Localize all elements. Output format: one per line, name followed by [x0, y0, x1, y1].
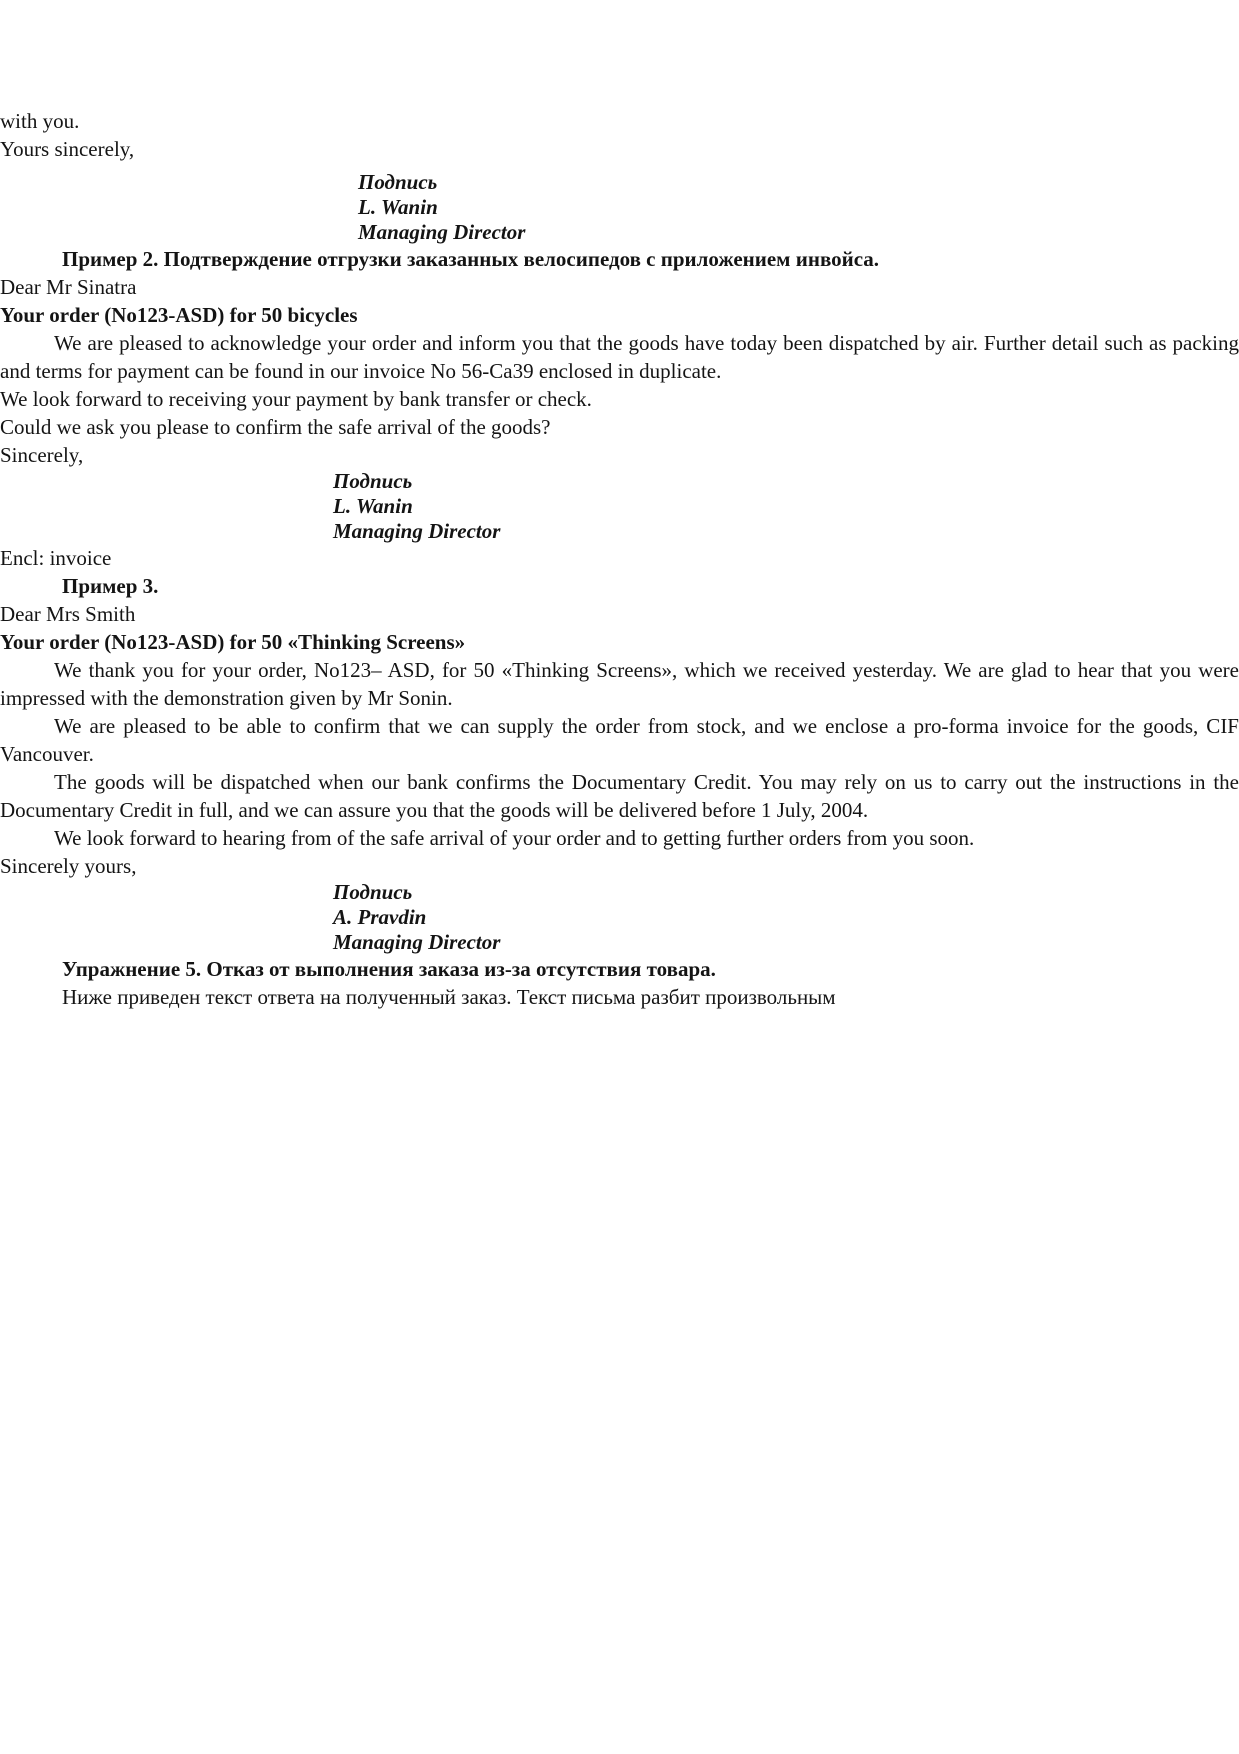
- example2-paragraph-2: We look forward to receiving your payment by bank transfer or check.: [0, 387, 592, 411]
- example2-closing: Sincerely,: [0, 443, 84, 467]
- signature-title: Managing Director: [333, 519, 501, 543]
- example2-signature-block: [333, 469, 1239, 544]
- example3-paragraph-3: The goods will be dispatched when our bank confirms the Documentary Credit. You may rely on us to carry out the instructions in the Documentary Credit in full, and we can assure you that the goods will be delivered before 1 July, 2004.: [0, 770, 1239, 822]
- signature-name-label: Подпись: [358, 170, 438, 194]
- signature-name-label: Подпись: [333, 880, 413, 904]
- example2-salutation: Dear Mr Sinatra: [0, 275, 137, 299]
- exercise5-heading: Упражнение 5. Отказ от выполнения заказа из-за отсутствия товара.: [62, 957, 716, 981]
- example2-paragraph-1: We are pleased to acknowledge your order and inform you that the goods have today been dispatched by air. Further detail such as packing and terms for payment can be found in our invoice No 56-Ca39 enclosed in duplicate.: [0, 331, 1239, 383]
- example3-paragraph-2: We are pleased to be able to confirm that we can supply the order from stock, and we enclose a pro-forma invoice for the goods, CIF Vancouver.: [0, 714, 1239, 766]
- example3-salutation: Dear Mrs Smith: [0, 602, 136, 626]
- signature-person: L. Wanin: [333, 494, 413, 518]
- letter1-tail-line: with you.: [0, 109, 80, 133]
- signature-name-label: Подпись: [333, 469, 413, 493]
- letter1-closing: Yours sincerely,: [0, 137, 135, 161]
- signature-person: A. Pravdin: [333, 905, 427, 929]
- example2-enclosure: Encl: invoice: [0, 546, 112, 570]
- example3-paragraph-1: We thank you for your order, No123– ASD, for 50 «Thinking Screens», which we received yesterday. We are glad to hear that you were impressed with the demonstration given by Mr Sonin.: [0, 658, 1239, 710]
- example2-heading: Пример 2. Подтверждение отгрузки заказанных велосипедов с приложением инвойса.: [62, 247, 880, 271]
- signature-person: L. Wanin: [358, 195, 438, 219]
- signature-title: Managing Director: [358, 220, 526, 244]
- example3-signature-block: [333, 880, 1239, 955]
- signature-title: Managing Director: [333, 930, 501, 954]
- example3-closing: Sincerely yours,: [0, 854, 137, 878]
- example3-heading: Пример 3.: [62, 574, 159, 598]
- letter1-signature-block: [358, 170, 1239, 245]
- example3-paragraph-4: We look forward to hearing from of the safe arrival of your order and to getting further orders from you soon.: [54, 826, 975, 850]
- example3-subject-line: Your order (No123-ASD) for 50 «Thinking Screens»: [0, 630, 466, 654]
- exercise5-intro-line: Ниже приведен текст ответа на полученный заказ. Текст письма разбит произвольным: [62, 985, 836, 1009]
- example2-paragraph-3: Could we ask you please to confirm the safe arrival of the goods?: [0, 415, 551, 439]
- example2-subject-line: Your order (No123-ASD) for 50 bicycles: [0, 303, 358, 327]
